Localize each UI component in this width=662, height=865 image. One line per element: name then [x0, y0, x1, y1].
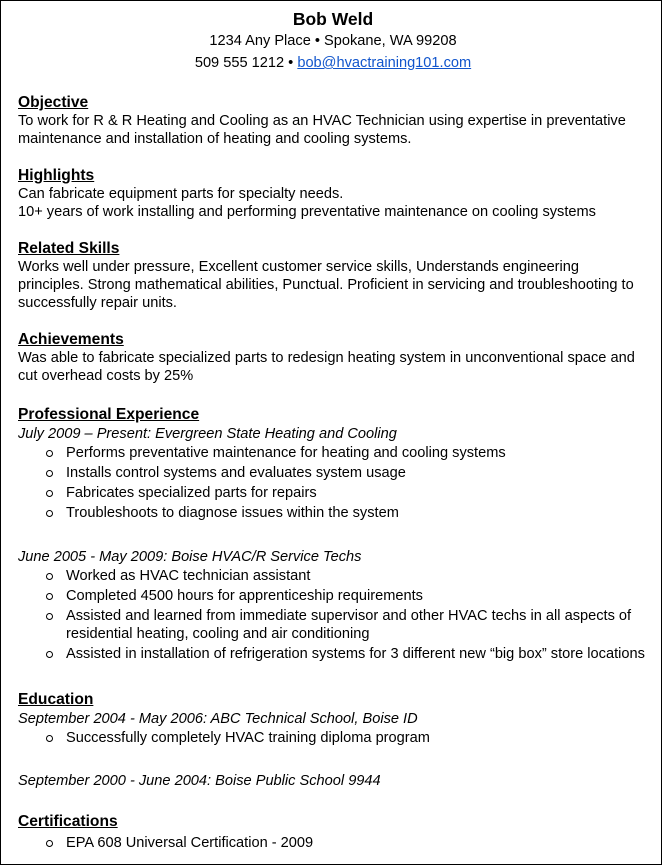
- list-item: Assisted and learned from immediate supervisor and other HVAC techs in all aspects of residential heating, cooling and air conditioning: [66, 607, 648, 643]
- list-item: Completed 4500 hours for apprenticeship requirements: [66, 587, 648, 605]
- job-title: July 2009 – Present: Evergreen State Heating and Cooling: [18, 426, 397, 442]
- education-heading: Education: [18, 691, 94, 708]
- list-item: Installs control systems and evaluates system usage: [66, 464, 648, 482]
- certifications-heading: Certifications: [18, 813, 118, 830]
- highlight-line: Can fabricate equipment parts for specialty needs.: [18, 186, 344, 202]
- phone-number: 509 555 1212 •: [194, 55, 294, 71]
- highlights-heading: Highlights: [18, 167, 95, 184]
- achievements-text: Was able to fabricate specialized parts to redesign heating system in unconventional space and cut overhead costs by 25%: [18, 350, 635, 384]
- highlights-section: [18, 167, 648, 221]
- education-section: [18, 691, 648, 749]
- objective-text: To work for R & R Heating and Cooling as an HVAC Technician using expertise in preventative maintenance and installation of heating and cooling systems.: [18, 113, 626, 147]
- applicant-name: Bob Weld: [292, 9, 374, 29]
- address-line: 1234 Any Place • Spokane, WA 99208: [209, 33, 457, 49]
- email-link[interactable]: bob@hvactraining101.com: [297, 55, 472, 71]
- list-item: Assisted in installation of refrigeration systems for 3 different new “big box” store locations: [66, 645, 648, 663]
- job-duties: [18, 567, 648, 663]
- list-item: Worked as HVAC technician assistant: [66, 567, 648, 585]
- list-item: Troubleshoots to diagnose issues within the system: [66, 504, 648, 522]
- skills-heading: Related Skills: [18, 240, 120, 257]
- contact-line: [18, 52, 648, 74]
- experience-section: [18, 406, 648, 524]
- list-item: Successfully completely HVAC training diploma program: [66, 729, 648, 747]
- skills-text: Works well under pressure, Excellent customer service skills, Understands engineering principles. Strong mathematical abilities, Punctual. Proficient in servicing and troubleshooting to successfully repair units.: [18, 259, 634, 311]
- education-school-2: [18, 771, 648, 791]
- job-duties: [18, 444, 648, 522]
- school-title: September 2004 - May 2006: ABC Technical School, Boise ID: [18, 711, 418, 727]
- school-details: [18, 729, 648, 747]
- highlight-line: 10+ years of work installing and performing preventative maintenance on cooling systems: [18, 204, 596, 220]
- school-title: September 2000 - June 2004: Boise Public School 9944: [18, 773, 381, 789]
- objective-section: [18, 94, 648, 148]
- skills-section: [18, 240, 648, 312]
- certifications-section: [18, 813, 648, 854]
- achievements-section: [18, 331, 648, 385]
- certification-list: [18, 834, 648, 852]
- resume-header: [18, 8, 648, 74]
- objective-heading: Objective: [18, 94, 89, 111]
- experience-job-2: [18, 547, 648, 665]
- list-item: EPA 608 Universal Certification - 2009: [66, 834, 648, 852]
- list-item: Performs preventative maintenance for heating and cooling systems: [66, 444, 648, 462]
- list-item: Fabricates specialized parts for repairs: [66, 484, 648, 502]
- job-title: June 2005 - May 2009: Boise HVAC/R Service Techs: [18, 549, 362, 565]
- experience-heading: Professional Experience: [18, 406, 200, 423]
- achievements-heading: Achievements: [18, 331, 124, 348]
